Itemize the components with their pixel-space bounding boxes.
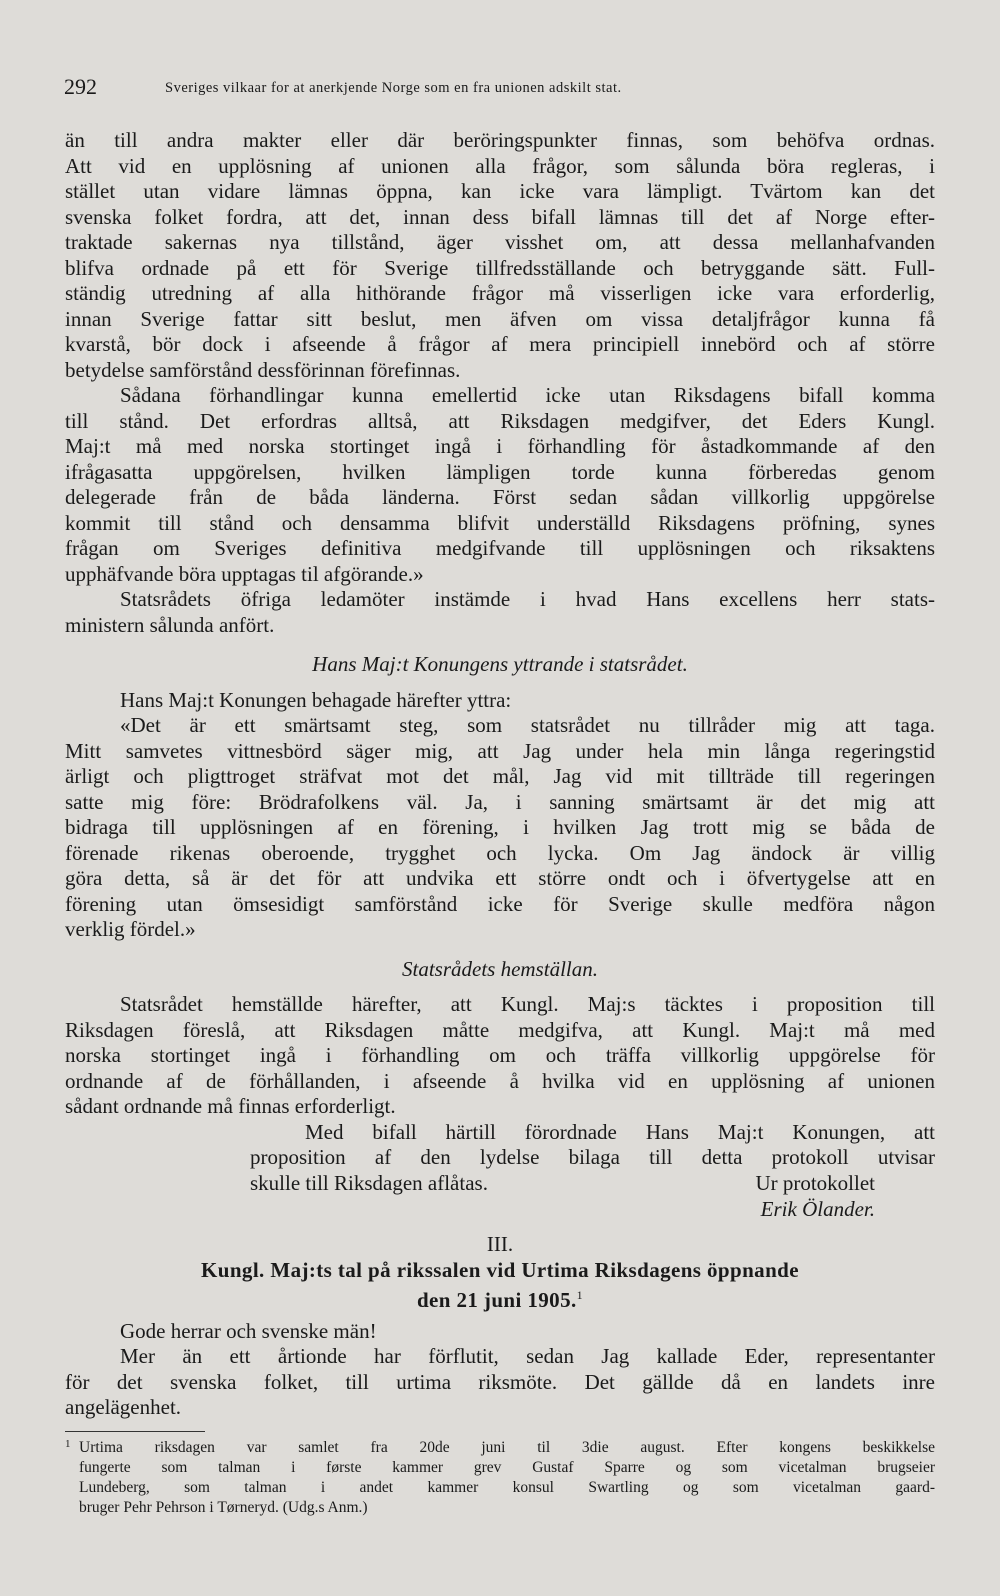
footnote-reference: 1 bbox=[576, 1288, 584, 1302]
text-line: ärligt och pligttroget sträfvat mot det mål, Jag vid mit tillträde till regeringen bbox=[65, 764, 935, 788]
heading-proposal: Statsrådets hemställan. bbox=[401, 956, 598, 981]
text-line: Med bifall härtill förordnade Hans Maj:t Konungen, att bbox=[305, 1119, 935, 1144]
text-line: till stånd. Det erfordras alltså, att Riksdagen medgifver, det Eders Kungl. bbox=[65, 408, 935, 433]
text-line: göra detta, så är det för att undvika ett större ondt och i öfvertygelse att en bbox=[65, 866, 935, 890]
text-line: ständig utredning af alla hithörande frågor må visserligen icke vara erforderlig, bbox=[65, 281, 935, 305]
text-line: upphäfvande böra upptagas til afgörande.» bbox=[65, 561, 424, 586]
text-line: svenska folket fordra, att det, innan dess bifall lämnas till det af Norge efter- bbox=[65, 204, 935, 229]
text-line: betydelse samförstånd dessförinnan förefinnas. bbox=[65, 357, 461, 382]
footnote-line: fungerte som talman i første kammer grev Gustaf Sparre og som vicetalman brugseier bbox=[79, 1458, 935, 1476]
text-line: bidraga till upplösningen af en förening, i hvilken Jag trott mig se båda de bbox=[65, 815, 935, 839]
running-head bbox=[64, 74, 910, 104]
text-line: än till andra makter eller där beröringspunkter finnas, som behöfva ordnas. bbox=[65, 128, 935, 152]
text-line: blifva ordnade på ett för Sverige tillfredsställande och betryggande sätt. Full- bbox=[65, 255, 935, 280]
text-line: innan Sverige fattar sitt beslut, men äfven om vissa detaljfrågor kunna få bbox=[65, 306, 935, 331]
text-line: Statsrådets öfriga ledamöter instämde i hvad Hans excellens herr stats- bbox=[120, 587, 935, 611]
text-line: ifrågasatta uppgörelsen, hvilken lämpligen torde kunna förberedas genom bbox=[65, 459, 935, 484]
running-title: Sveriges vilkaar for at anerkjende Norge som en fra unionen adskilt stat. bbox=[165, 80, 622, 96]
protocol-label: Ur protokollet bbox=[755, 1171, 875, 1195]
text-line: för det svenska folket, till urtima riksmöte. Det gällde då en landets inre bbox=[65, 1369, 935, 1394]
text-line: satte mig före: Brödrafolkens väl. Ja, i sanning smärtsamt är det mig att bbox=[65, 789, 935, 814]
paragraph-1 bbox=[65, 128, 935, 383]
text-line: traktade sakernas nya tillstånd, äger visshet om, att dessa mellanhafvanden bbox=[65, 230, 935, 254]
footnote-line: 1 Urtima riksdagen var samlet fra 20de juni til 3die august. Efter kongens beskikkelse bbox=[65, 1438, 935, 1458]
section-heading-line-1: Kungl. Maj:ts tal på rikssalen vid Urtima Riksdagens öppnande bbox=[201, 1257, 799, 1282]
king-speech bbox=[65, 713, 935, 943]
page-number: 292 bbox=[64, 74, 97, 99]
section-heading-line-2: den 21 juni 1905.$^1$ bbox=[416, 1288, 584, 1312]
text-line: Sådana förhandlingar kunna emellertid icke utan Riksdagens bifall komma bbox=[120, 383, 935, 407]
speech-paragraph bbox=[65, 1344, 935, 1421]
proposal-paragraph bbox=[65, 992, 935, 1120]
text-line: norska stortinget ingå i förhandling om och träffa villkorlig uppgörelse för bbox=[65, 1043, 935, 1067]
text-line: angelägenhet. bbox=[65, 1395, 182, 1419]
text-line: Mitt samvetes vittnesbörd säger mig, att Jag under hela min långa regeringstid bbox=[65, 738, 935, 763]
text-line: kommit till stånd och densamma blifvit underställd Riksdagens pröfning, synes bbox=[65, 510, 935, 535]
signature: Erik Ölander. bbox=[760, 1196, 875, 1221]
text-line: förening utan ömsesidigt samförstånd icke för Sverige skulle medföra någon bbox=[65, 891, 935, 916]
text-line: verklig fördel.» bbox=[65, 917, 196, 941]
paragraph-2 bbox=[65, 383, 935, 587]
paragraph-3 bbox=[65, 587, 935, 638]
footnote-line: Lundeberg, som talman i andet kammer konsul Swartling og som vicetalman gaard- bbox=[79, 1478, 935, 1496]
section-number: III. bbox=[486, 1232, 514, 1256]
text-line: förenade rikenas oberoende, trygghet och lycka. Om Jag ändock är villig bbox=[65, 840, 935, 865]
footnote-line: bruger Pehr Pehrson i Tørneryd. (Udg.s Anm.) bbox=[79, 1498, 368, 1516]
text-line: sådant ordnande må finnas erforderligt. bbox=[65, 1094, 396, 1118]
text-line: stället utan vidare lämnas öppna, kan icke vara lämpligt. Tvärtom kan det bbox=[65, 179, 935, 203]
text-line: ordnande af de förhållanden, i afseende å hvilka vid en upplösning af unionen bbox=[65, 1068, 935, 1093]
page-body bbox=[65, 128, 935, 1518]
text-line: Statsrådet hemställde härefter, att Kungl. Maj:s täcktes i proposition till bbox=[120, 992, 935, 1016]
text-line: Att vid en upplösning af unionen alla frågor, som sålunda böra regleras, i bbox=[65, 153, 935, 178]
text-line: «Det är ett smärtsamt steg, som statsrådet nu tillråder mig att taga. bbox=[120, 713, 935, 737]
text-line: ministern sålunda anfört. bbox=[65, 612, 275, 637]
footnote bbox=[65, 1438, 935, 1518]
king-intro: Hans Maj:t Konungen behagade härefter yttra: bbox=[120, 687, 512, 712]
text-line: frågan om Sveriges definitiva medgifvande till upplösningen och riksaktens bbox=[65, 536, 935, 560]
text-line: skulle till Riksdagen aflåtas. bbox=[250, 1170, 488, 1195]
text-line: delegerade från de båda länderna. Först sedan sådan villkorlig uppgörelse bbox=[65, 485, 935, 509]
text-line: Riksdagen föreslå, att Riksdagen måtte medgifva, att Kungl. Maj:t må med bbox=[65, 1017, 935, 1042]
text-line: proposition af den lydelse bilaga till detta protokoll utvisar bbox=[250, 1145, 935, 1169]
text-line: Maj:t må med norska stortinget ingå i förhandling för åstadkommande af den bbox=[65, 434, 935, 458]
text-line: Mer än ett årtionde har förflutit, sedan Jag kallade Eder, representanter bbox=[120, 1344, 935, 1368]
footnote-rule bbox=[65, 1431, 205, 1432]
greeting: Gode herrar och svenske män! bbox=[120, 1318, 377, 1343]
text-line: kvarstå, bör dock i afseende å frågor af mera principiell innebörd och af större bbox=[65, 332, 935, 356]
heading-king-statement: Hans Maj:t Konungens yttrande i statsrådet. bbox=[312, 652, 688, 676]
footnote-marker: 1 bbox=[65, 1437, 71, 1450]
